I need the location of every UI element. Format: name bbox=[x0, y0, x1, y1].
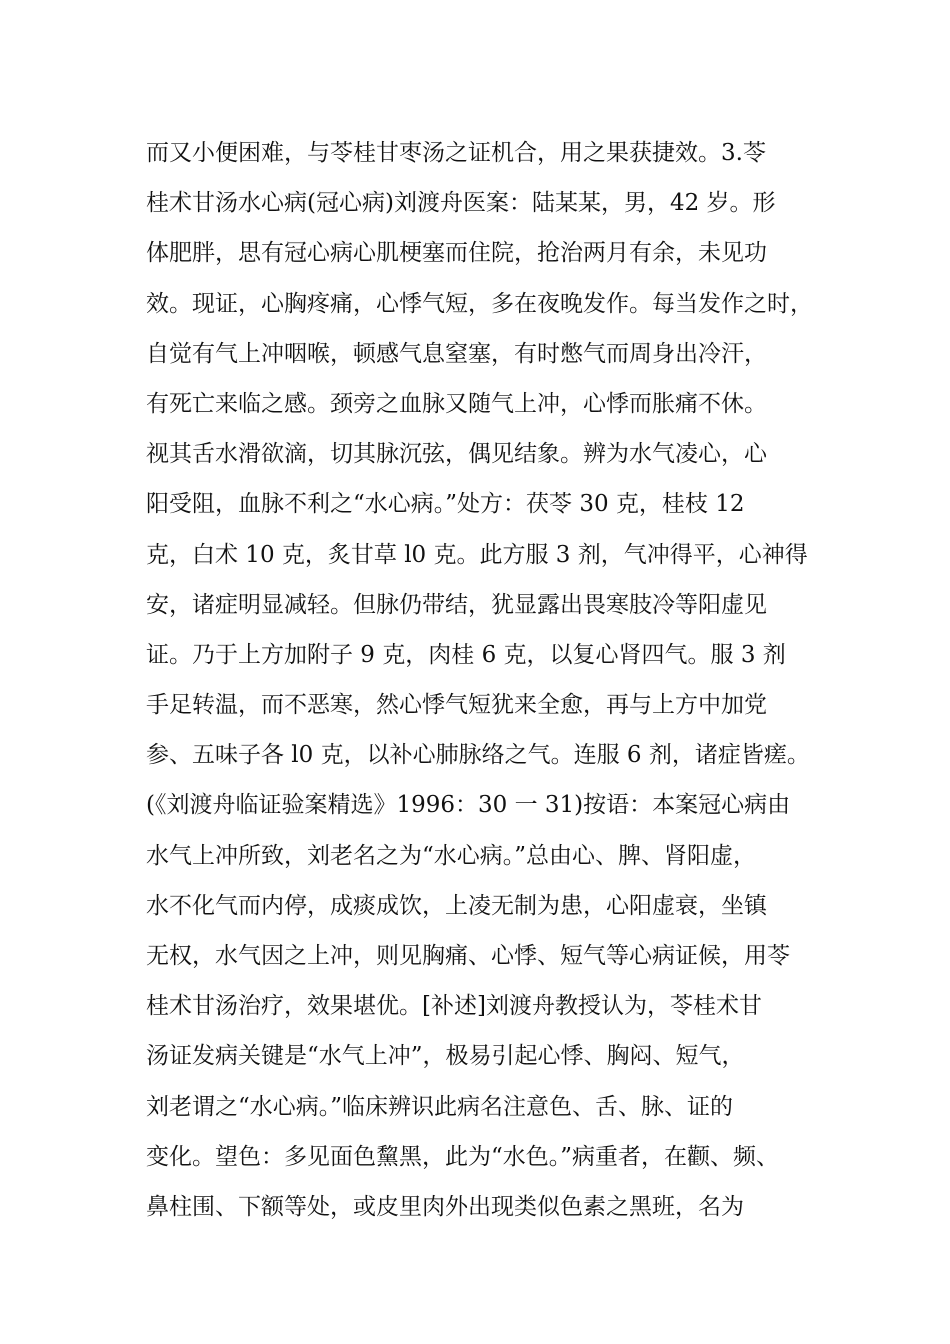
text-line: (《刘渡舟临证验案精选》1996：30 一 31)按语：本案冠心病由 bbox=[146, 792, 791, 819]
text-line: 无权，水气因之上冲，则见胸痛、心悸、短气等心病证候，用苓 bbox=[146, 943, 790, 969]
text-line: 证。乃于上方加附子 9 克，肉桂 6 克，以复心肾四气。服 3 剂 bbox=[146, 641, 786, 668]
text-line: 桂术甘汤治疗，效果堪优。[补述]刘渡舟教授认为，苓桂术甘 bbox=[146, 993, 762, 1020]
text-line: 参、五味子各 l0 克，以补心肺脉络之气。连服 6 剂，诸症皆瘥。 bbox=[146, 742, 810, 769]
text-line: 自觉有气上冲咽喉，顿感气息窒塞，有时憋气而周身出冷汗， bbox=[146, 340, 767, 367]
text-line: 体肥胖，思有冠心病心肌梗塞而住院，抢治两月有余，未见功 bbox=[146, 240, 767, 267]
text-line: 克，白术 10 克，炙甘草 l0 克。此方服 3 剂，气冲得平，心神得 bbox=[146, 541, 808, 568]
text-line: 安，诸症明显减轻。但脉仍带结，犹显露出畏寒肢冷等阳虚见 bbox=[146, 591, 767, 618]
text-line: 手足转温，而不恶寒，然心悸气短犹来全愈，再与上方中加党 bbox=[146, 692, 767, 719]
text-line: 汤证发病关键是“水气上冲”，极易引起心悸、胸闷、短气， bbox=[146, 1043, 745, 1070]
text-line: 变化。望色：多见面色黧黑，此为“水色。”病重者，在颧、频、 bbox=[146, 1143, 780, 1170]
text-line: 水气上冲所致，刘老名之为“水心病。”总由心、脾、肾阳虚， bbox=[146, 842, 757, 869]
text-line: 水不化气而内停，成痰成饮，上凌无制为患，心阳虚衰，坐镇 bbox=[146, 892, 767, 919]
text-line: 效。现证，心胸疼痛，心悸气短，多在夜晚发作。每当发作之时， bbox=[146, 290, 813, 317]
text-line: 阳受阻，血脉不利之“水心病。”处方：茯苓 30 克，桂枝 12 bbox=[146, 491, 745, 518]
text-line: 有死亡来临之感。颈旁之血脉又随气上冲，心悸而胀痛不休。 bbox=[146, 390, 767, 417]
text-line: 刘老谓之“水心病。”临床辨识此病名注意色、舌、脉、证的 bbox=[146, 1093, 734, 1120]
text-line: 视其舌水滑欲滴，切其脉沉弦，偶见结象。辨为水气凌心，心 bbox=[146, 441, 767, 468]
text-line: 鼻柱围、下额等处，或皮里肉外出现类似色素之黑班，名为 bbox=[146, 1193, 744, 1220]
body-text bbox=[146, 128, 826, 1232]
text-line: 而又小便困难，与苓桂甘枣汤之证机合，用之果获捷效。3.苓 bbox=[146, 140, 766, 166]
text-line: 桂术甘汤水心病(冠心病)刘渡舟医案：陆某某，男，42 岁。形 bbox=[146, 190, 776, 217]
